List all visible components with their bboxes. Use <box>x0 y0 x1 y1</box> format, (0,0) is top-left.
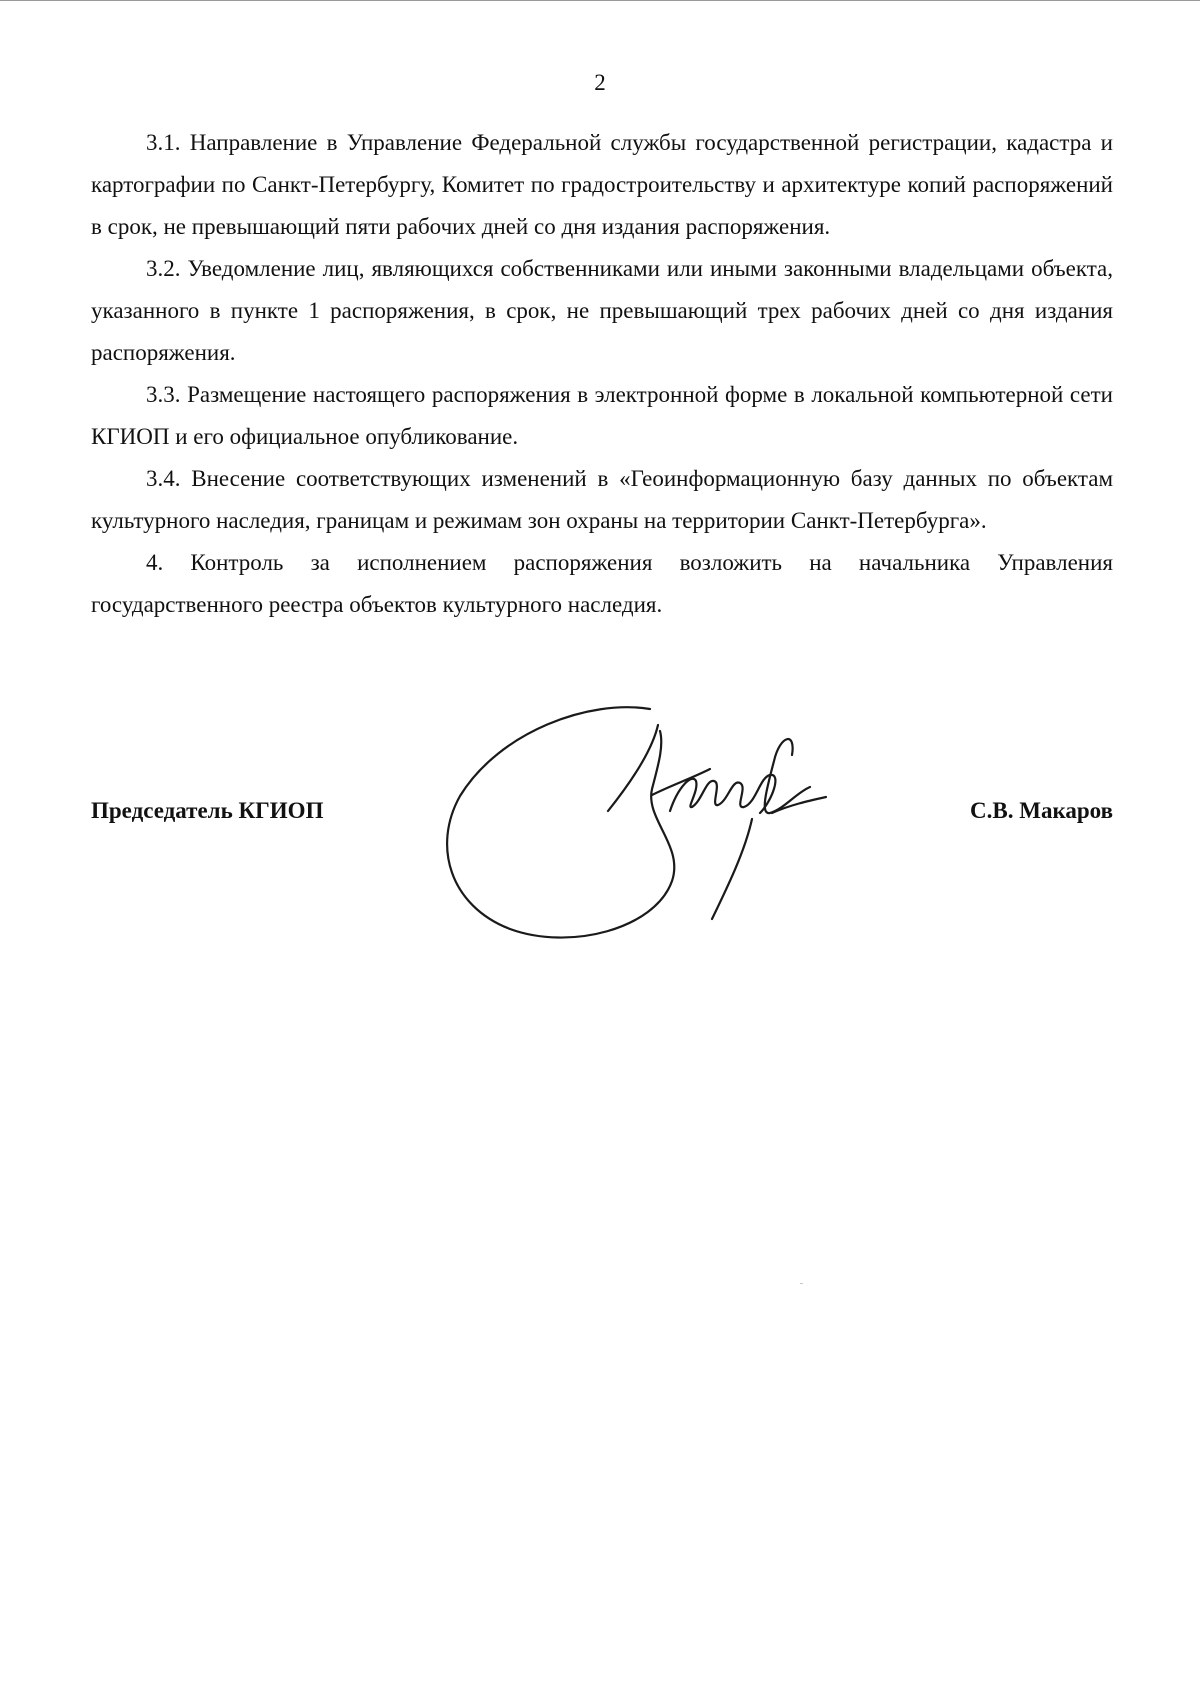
signature-block <box>91 793 1113 829</box>
paragraph-4: 4. Контроль за исполнением распоряжения возложить на начальника Управления государственного реестра объектов культурного наследия. <box>91 550 1113 617</box>
signatory-position: Председатель КГИОП <box>91 798 324 823</box>
scan-speck <box>800 1283 803 1284</box>
signatory-name: С.В. Макаров <box>970 798 1113 823</box>
paragraph-3-3: 3.3. Размещение настоящего распоряжения в электронной форме в локальной компьютерной сети КГИОП и его официальное опубликование. <box>91 382 1113 449</box>
paragraph-3-2: 3.2. Уведомление лиц, являющихся собственниками или иными законными владельцами объекта, указанного в пункте 1 распоряжения, в срок, не превышающий трех рабочих дней со дня издания распоряжения. <box>91 256 1113 365</box>
paragraph-3-1: 3.1. Направление в Управление Федеральной службы государственной регистрации, кадастра и картографии по Санкт-Петербургу, Комитет по градостроительству и архитектуре копий распоряжений в срок, не превышающий пяти рабочих дней со дня издания распоряжения. <box>91 130 1113 239</box>
paragraph-3-4: 3.4. Внесение соответствующих изменений в «Геоинформационную базу данных по объектам культурного наследия, границам и режимам зон охраны на территории Санкт-Петербурга». <box>91 466 1113 533</box>
document-body <box>91 122 1113 626</box>
page-number: 2 <box>594 70 606 95</box>
